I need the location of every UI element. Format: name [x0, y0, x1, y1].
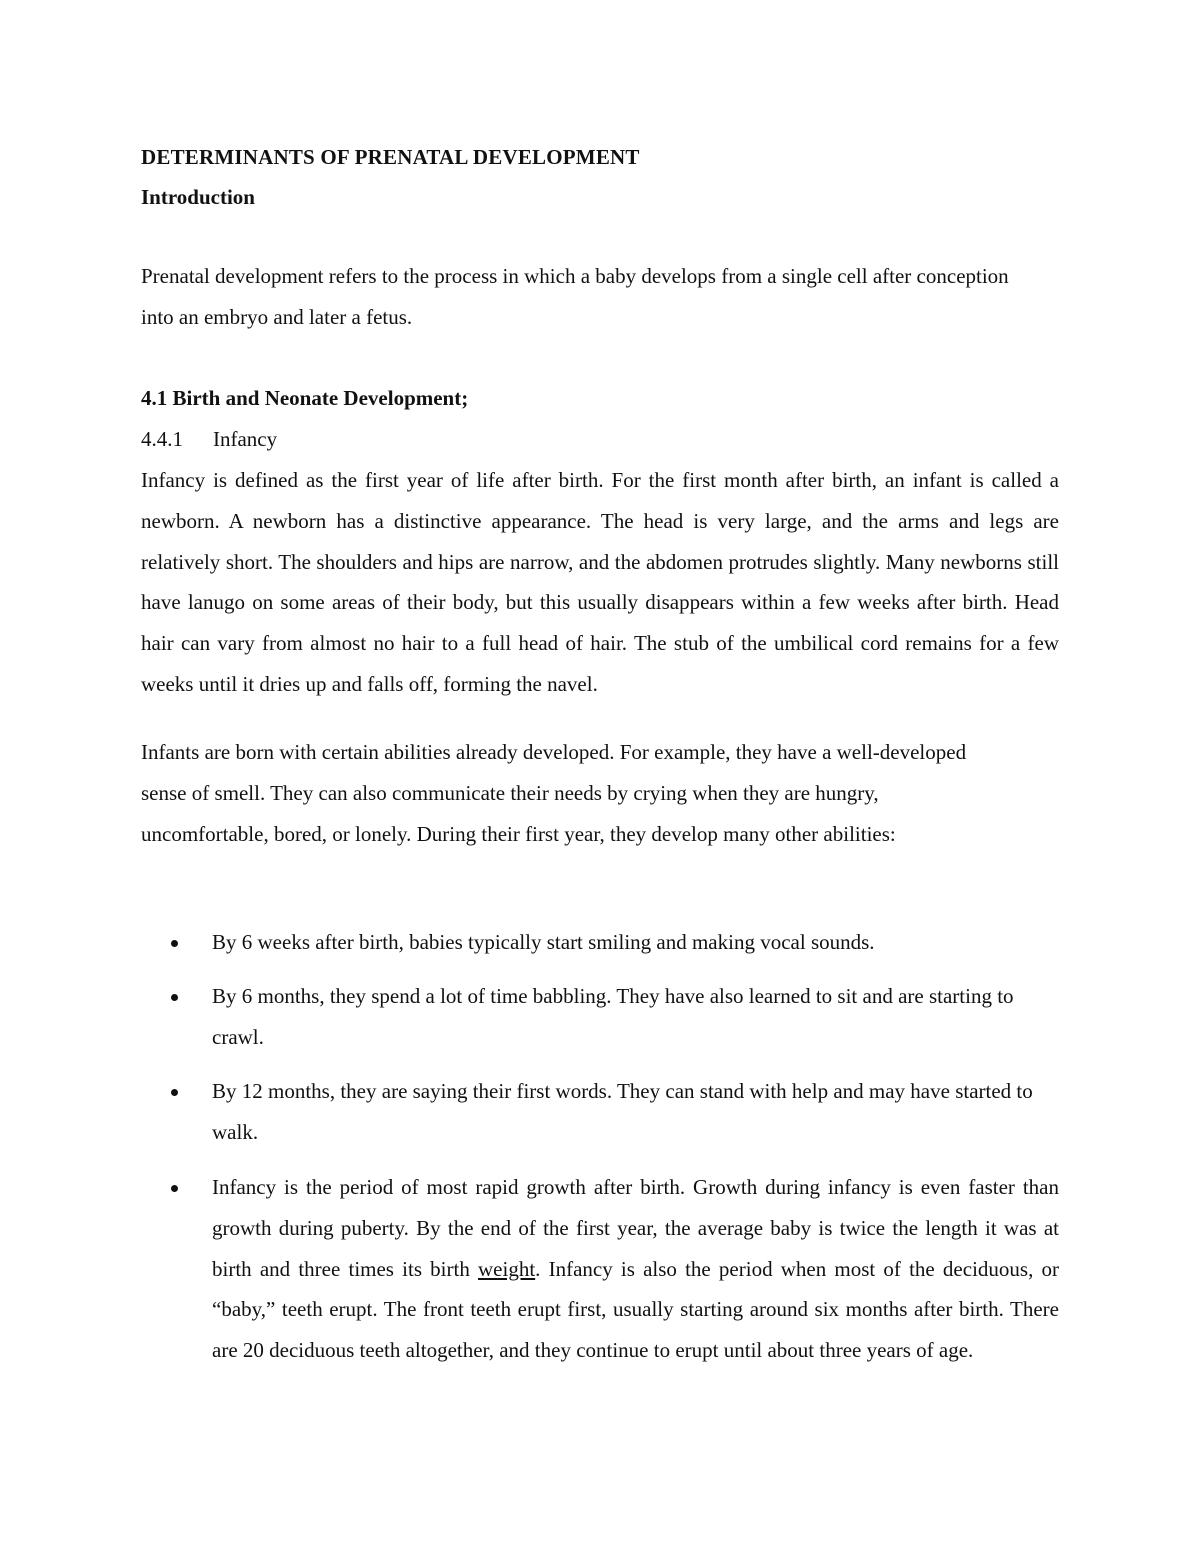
document-title: DETERMINANTS OF PRENATAL DEVELOPMENT [141, 145, 640, 169]
list-item-text-start: Infancy is the period of most rapid growth after birth. Growth during infancy is even faster than growth during puberty. By the end of the first year, the average baby is twice the length it was at birth and three times its birth [212, 1174, 1059, 1281]
list-item [141, 976, 1059, 1058]
introduction-heading: Introduction [141, 185, 255, 209]
bullet-icon [171, 1185, 178, 1192]
subsection-title: Infancy [213, 427, 278, 451]
bullet-icon [171, 940, 178, 947]
infancy-paragraph: Infancy is defined as the first year of life after birth. For the first month after birth, an infant is called a newborn. A newborn has a distinctive appearance. The head is very large, and the arms and legs are relatively short. The shoulders and hips are narrow, and the abdomen protrudes slightly. Many newborns still have lanugo on some areas of their body, but this usually disappears within a few weeks after birth. Head hair can vary from almost no hair to a full head of hair. The stub of the umbilical cord remains for a few weeks until it dries up and falls off, forming the navel. [141, 468, 1059, 696]
list-item-text-end: . Infancy is also the period when most of the deciduous, or “baby,” teeth erupt. The front teeth erupt first, usually starting around six months after birth. There are 20 deciduous teeth altogether, and they continue to erupt until about three years of age. [212, 1256, 1059, 1363]
introduction-paragraph: Prenatal development refers to the process in which a baby develops from a single cell after conception into an embryo and later a fetus. [141, 264, 1009, 329]
list-item-text: By 6 months, they spend a lot of time babbling. They have also learned to sit and are starting to crawl. [212, 983, 1014, 1049]
list-item-text: By 6 weeks after birth, babies typically start smiling and making vocal sounds. [212, 930, 875, 954]
weight-link[interactable]: weight [478, 1256, 536, 1281]
list-item-text: By 12 months, they are saying their first words. They can stand with help and may have started to walk. [212, 1079, 1033, 1145]
subsection-number: 4.4.1 [141, 427, 183, 451]
list-item [141, 922, 1059, 963]
bullet-icon [171, 1089, 178, 1096]
list-item [141, 1071, 1059, 1153]
abilities-list [141, 922, 1059, 1385]
list-item [141, 1167, 1059, 1371]
section-heading: 4.1 Birth and Neonate Development; [141, 386, 469, 410]
subsection-heading [141, 425, 277, 453]
abilities-paragraph: Infants are born with certain abilities already developed. For example, they have a well-developed sense of smell. They can also communicate their needs by crying when they are hungry, uncomfortable, bored, or lonely. During their first year, they develop many other abilities: [141, 740, 967, 846]
bullet-icon [171, 994, 178, 1001]
